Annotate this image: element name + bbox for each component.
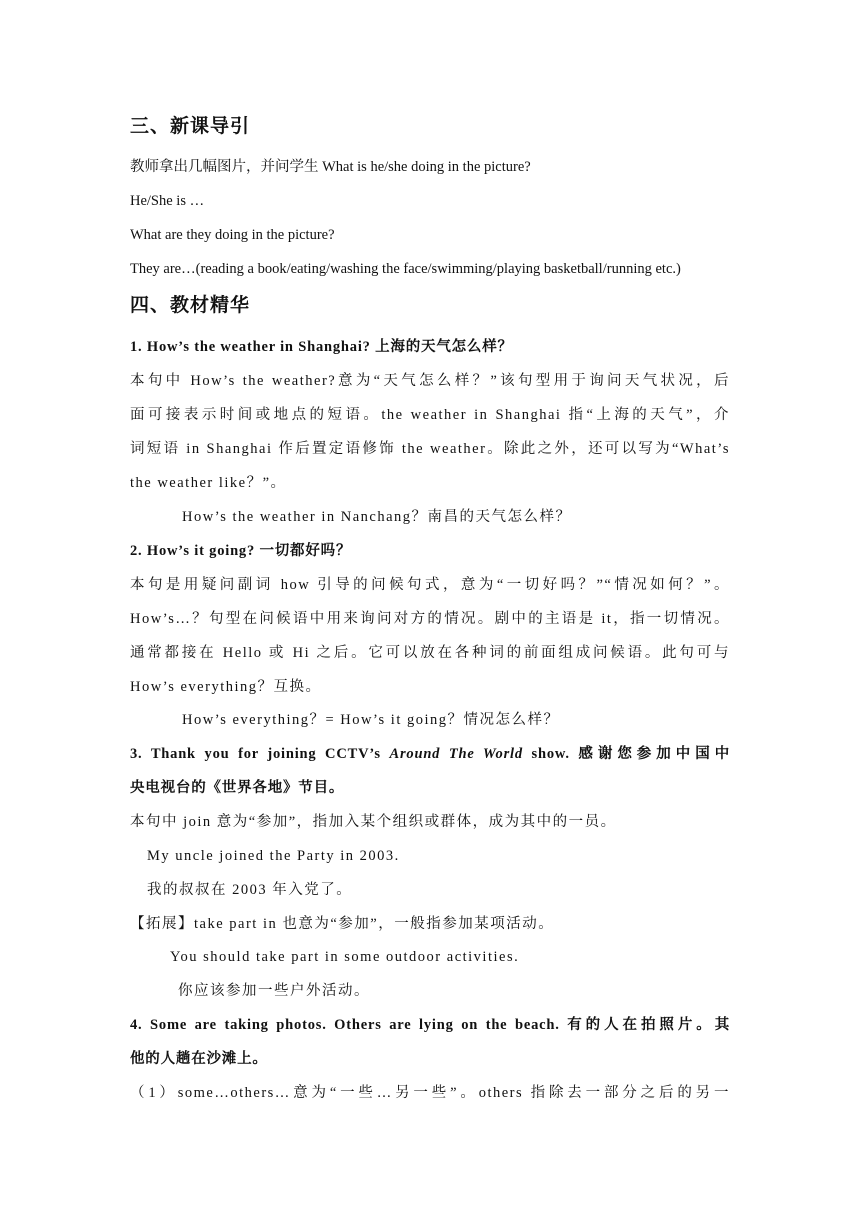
item-3-example-cn: 我的叔叔在 2003 年入党了。 xyxy=(147,882,353,898)
item-2-body-line-1: 本句是用疑问副词 how 引导的问候句式，意为“一切好吗？”“情况如何？”。 xyxy=(130,577,730,593)
item-2-body-line-4: How’s everything？互换。 xyxy=(130,679,322,695)
item-3-heading xyxy=(130,744,730,764)
item-1-body-line-3: 词短语 in Shanghai 作后置定语修饰 the weather。除此之外，还可以写为“What’s xyxy=(130,441,730,457)
item-4-heading-line-2: 他的人趟在沙滩上。 xyxy=(130,1051,268,1067)
item-2-heading: 2. How’s it going? 一切都好吗？ xyxy=(130,543,352,559)
item-3-heading-start: 3. Thank you for joining CCTV’s xyxy=(130,746,390,762)
item-3-heading-end: show. 感谢您参加中国中 xyxy=(522,746,730,762)
item-4-body: （1）some…others…意为“一些…另一些”。others 指除去一部分之后的另一 xyxy=(130,1085,730,1101)
item-3-expand-example-en: You should take part in some outdoor activities. xyxy=(170,949,520,965)
item-1-example: How’s the weather in Nanchang？南昌的天气怎么样？ xyxy=(182,509,572,525)
intro-line-1: 教师拿出几幅图片，并问学生 What is he/she doing in the picture? xyxy=(130,159,531,175)
item-3-expand-example-cn: 你应该参加一些户外活动。 xyxy=(178,983,370,999)
item-1-body-line-1: 本句中 How’s the weather?意为“天气怎么样？”该句型用于询问天气状况，后 xyxy=(130,373,730,389)
item-2-body-line-2: How’s…？句型在问候语中用来询问对方的情况。剧中的主语是 it，指一切情况。 xyxy=(130,611,730,627)
section-3-title: 三、新课导引 xyxy=(130,115,251,137)
intro-line-2: He/She is … xyxy=(130,193,205,209)
intro-line-3: What are they doing in the picture? xyxy=(130,227,335,243)
item-3-heading-line-2: 央电视台的《世界各地》节目。 xyxy=(130,780,345,796)
item-1-heading: 1. How’s the weather in Shanghai? 上海的天气怎么样？ xyxy=(130,339,513,355)
item-3-heading-show-title: Around The World xyxy=(389,746,523,762)
item-3-example-en: My uncle joined the Party in 2003. xyxy=(147,848,400,864)
item-3-body: 本句中 join 意为“参加”，指加入某个组织或群体，成为其中的一员。 xyxy=(130,814,617,830)
item-4-heading: 4. Some are taking photos. Others are lying on the beach. 有的人在拍照片。其 xyxy=(130,1017,730,1033)
item-3-expand: 【拓展】take part in 也意为“参加”，一般指参加某项活动。 xyxy=(130,916,555,932)
section-4-title: 四、教材精华 xyxy=(130,294,251,316)
item-2-example: How’s everything？= How’s it going？情况怎么样？ xyxy=(182,712,560,728)
item-2-body-line-3: 通常都接在 Hello 或 Hi 之后。它可以放在各种词的前面组成问候语。此句可与 xyxy=(130,645,730,661)
intro-line-4: They are…(reading a book/eating/washing the face/swimming/playing basketball/running etc.) xyxy=(130,261,681,277)
item-1-body-line-2: 面可接表示时间或地点的短语。the weather in Shanghai 指“上海的天气”，介 xyxy=(130,407,730,423)
item-1-body-line-4: the weather like？”。 xyxy=(130,475,287,491)
